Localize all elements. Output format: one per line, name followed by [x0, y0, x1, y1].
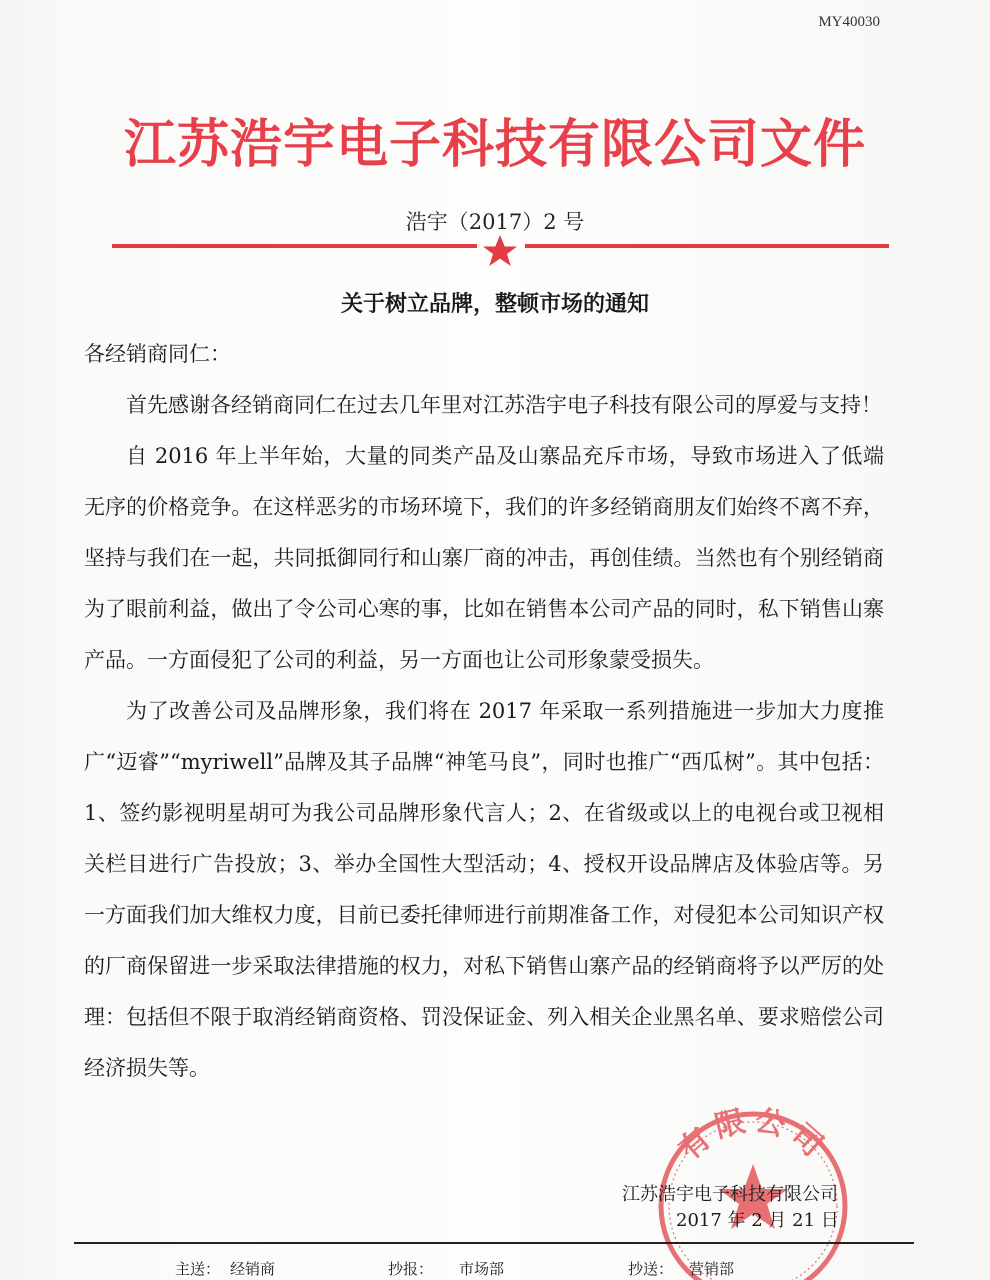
- paragraph-thanks: 首先感谢各经销商同仁在过去几年里对江苏浩宇电子科技有限公司的厚爱与支持！: [126, 393, 882, 417]
- footer-main-label: 主送：: [175, 1260, 221, 1278]
- greeting: 各经销商同仁：: [84, 342, 231, 366]
- footer-cc-label: 抄送：: [628, 1260, 674, 1278]
- document-header-title: 江苏浩宇电子科技有限公司文件: [123, 115, 866, 175]
- signature-company: 江苏浩宇电子科技有限公司: [622, 1184, 838, 1205]
- header-rule-right: [525, 244, 889, 248]
- footer-cc-value: 营销部: [689, 1260, 735, 1278]
- footer-main-recipient: [175, 1258, 275, 1279]
- document-code: MY40030: [818, 14, 880, 30]
- footer-report-recipient: [388, 1258, 504, 1279]
- notice-title: 关于树立品牌，整顿市场的通知: [340, 291, 649, 317]
- star-icon: [480, 234, 520, 268]
- notice-body: [84, 380, 884, 1094]
- footer-cc-recipient: [628, 1258, 734, 1279]
- header-rule-left: [112, 244, 477, 248]
- footer-report-value: 市场部: [459, 1260, 505, 1278]
- footer-rule: [74, 1242, 914, 1244]
- seal-arc-text: 有限公司: [672, 1102, 834, 1168]
- paragraph-measures: 为了改善公司及品牌形象，我们将在 2017 年采取一系列措施进一步加大力度推广“迈睿”“myriwell”品牌及其子品牌“神笔马良”，同时也推广“西瓜树”。其中包括：1、签约影视明星胡可为我公司品牌形象代言人；2、在省级或以上的电视台或卫视相关栏目进行广告投放；3、举办全国性大型活动；4、授权开设品牌店及体验店等。另一方面我们加大维权力度，目前已委托律师进行前期准备工作，对侵犯本公司知识产权的厂商保留进一步采取法律措施的权力，对私下销售山寨产品的经销商将予以严厉的处理：包括但不限于取消经销商资格、罚没保证金、列入相关企业黑名单、要求赔偿公司经济损失等。: [84, 699, 884, 1080]
- paragraph-market: 自 2016 年上半年始，大量的同类产品及山寨品充斥市场，导致市场进入了低端无序的价格竞争。在这样恶劣的市场环境下，我们的许多经销商朋友们始终不离不弃，坚持与我们在一起，共同抵御同行和山寨厂商的冲击，再创佳绩。当然也有个别经销商为了眼前利益，做出了令公司心寒的事，比如在销售本公司产品的同时，私下销售山寨产品。一方面侵犯了公司的利益，另一方面也让公司形象蒙受损失。: [84, 444, 884, 672]
- signature-date: 2017 年 2 月 21 日: [676, 1210, 839, 1231]
- document-number: 浩宇（2017）2 号: [405, 210, 585, 234]
- footer-report-label: 抄报：: [388, 1260, 434, 1278]
- footer-main-value: 经销商: [230, 1260, 276, 1278]
